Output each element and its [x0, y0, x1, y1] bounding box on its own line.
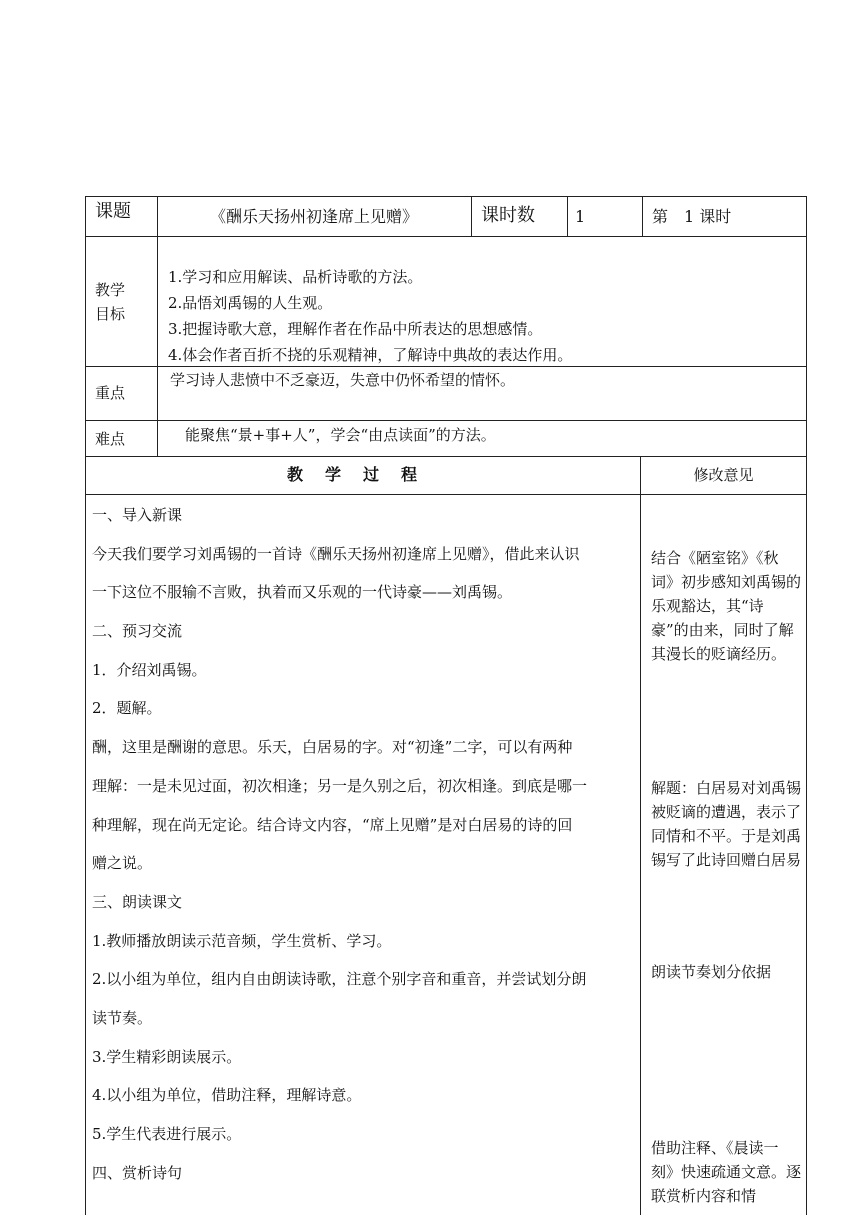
revision-note: 借助注释、《晨读一刻》快速疏通文意。逐联赏析内容和情: [651, 1139, 802, 1205]
process-line: 2．题解。: [92, 699, 162, 718]
table-border-right: [806, 196, 807, 1215]
session-number: 第 1 课时: [652, 207, 732, 226]
hours-label: 课时数: [481, 205, 535, 226]
objective-item: 3.把握诗歌大意，理解作者在作品中所表达的思想感情。: [168, 320, 543, 338]
process-line: 2.以小组为单位，组内自由朗读诗歌，注意个别字音和重音，并尝试划分朗: [92, 970, 587, 989]
process-line: 5.学生代表进行展示。: [92, 1125, 242, 1143]
table-col-divider: [642, 196, 643, 236]
key-point-text: 学习诗人悲愤中不乏豪迈，失意中仍怀希望的情怀。: [170, 371, 516, 389]
process-line: 1.教师播放朗读示范音频，学生赏析、学习。: [92, 931, 392, 950]
revision-note: 朗读节奏划分依据: [651, 963, 772, 981]
objectives-label-line2: 目标: [95, 305, 126, 323]
process-body: [92, 496, 587, 1192]
process-line: 四、赏析诗句: [92, 1163, 183, 1182]
table-border-left: [85, 196, 86, 1215]
objectives-label-line1: 教学: [95, 281, 126, 299]
objectives-list: [168, 264, 572, 368]
objective-item: 1.学习和应用解读、品析诗歌的方法。: [168, 268, 423, 286]
difficulty-label: 难点: [95, 430, 126, 448]
notes-header: 修改意见: [693, 466, 754, 484]
process-line: 三、朗读课文: [92, 892, 183, 911]
table-col-divider: [471, 196, 472, 236]
table-col-divider: [640, 456, 641, 1215]
process-line: 读节奏。: [92, 1008, 153, 1027]
table-row-divider: [85, 420, 807, 421]
process-header: 教学过程: [286, 465, 439, 484]
process-line: 理解：一是未见过面，初次相逢；另一是久别之后，初次相逢。到底是哪一: [92, 776, 588, 795]
process-line: 一、导入新课: [92, 506, 183, 524]
table-col-divider: [567, 196, 568, 236]
revision-note: 解题：白居易对刘禹锡被贬谪的遭遇，表示了同情和不平。于是刘禹锡写了此诗回赠白居易: [651, 779, 802, 869]
table-border-top: [85, 196, 807, 197]
process-line: 一下这位不服输不言败，执着而又乐观的一代诗豪——刘禹锡。: [92, 583, 513, 602]
key-point-label: 重点: [95, 384, 126, 402]
process-line: 4.以小组为单位，借助注释，理解诗意。: [92, 1086, 362, 1105]
objective-item: 4.体会作者百折不挠的乐观精神，了解诗中典故的表达作用。: [168, 346, 573, 364]
topic-label: 课题: [95, 201, 131, 222]
table-row-divider: [85, 236, 807, 237]
table-row-divider: [85, 456, 807, 457]
process-line: 3.学生精彩朗读展示。: [92, 1047, 242, 1066]
process-line: 1．介绍刘禹锡。: [92, 660, 207, 679]
objective-item: 2.品悟刘禹锡的人生观。: [168, 294, 333, 312]
hours-value: 1: [575, 207, 586, 226]
table-col-divider: [157, 196, 158, 456]
process-line: 二、预习交流: [92, 622, 183, 641]
process-line: 酬，这里是酬谢的意思。乐天，白居易的字。对“初逢”二字，可以有两种: [92, 738, 573, 757]
process-line: 今天我们要学习刘禹锡的一首诗《酬乐天扬州初逢席上见赠》，借此来认识: [92, 544, 580, 563]
process-line: 赠之说。: [92, 854, 153, 873]
lesson-title: 《酬乐天扬州初逢席上见赠》: [209, 207, 418, 226]
revision-note: 结合《陋室铭》《秋词》初步感知刘禹锡的乐观豁达，其“诗豪”的由来，同时了解其漫长的贬谪经历。: [651, 549, 802, 663]
process-line: 种理解，现在尚无定论。结合诗文内容，“席上见赠”是对白居易的诗的回: [92, 815, 573, 834]
difficulty-text: 能聚焦“景+事+人”，学会“由点读面”的方法。: [185, 426, 496, 444]
table-row-divider: [85, 494, 807, 495]
